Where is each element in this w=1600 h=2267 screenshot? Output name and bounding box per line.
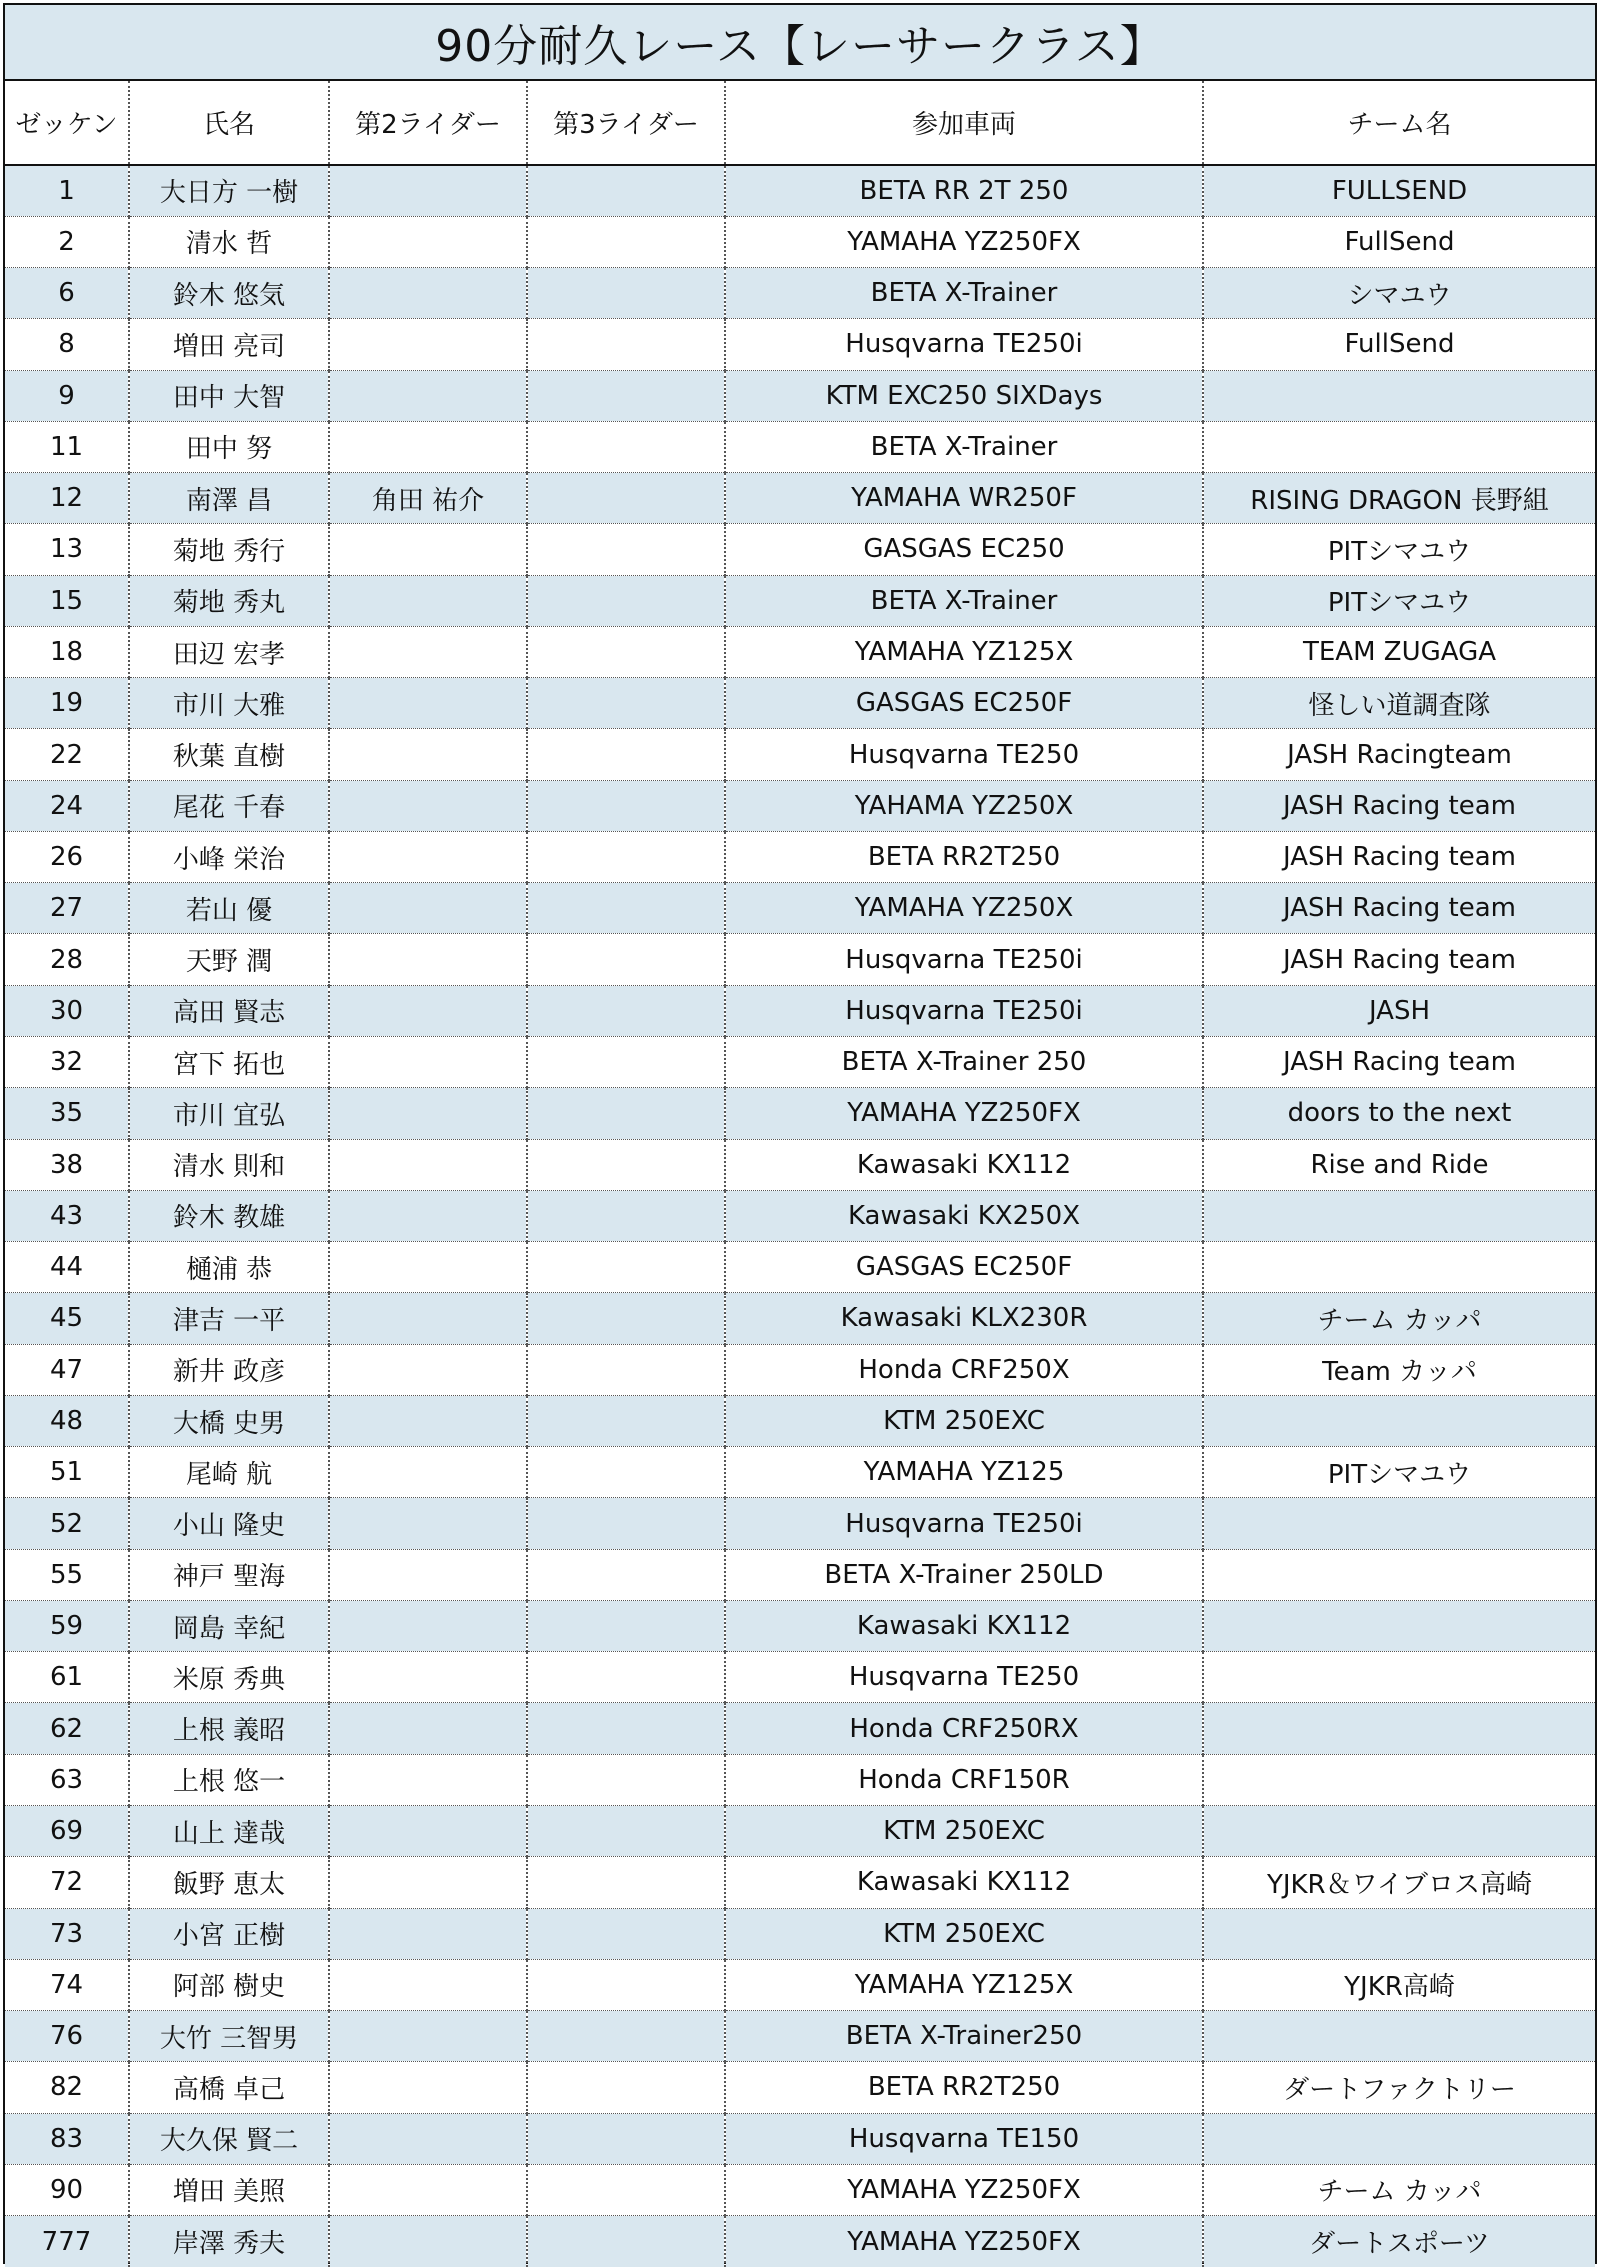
cell-name: 市川 大雅 [129,678,329,729]
cell-rider2 [329,216,527,267]
cell-vehicle: YAMAHA YZ250FX [725,2216,1203,2267]
cell-rider3 [527,421,725,472]
cell-vehicle: YAMAHA YZ125X [725,626,1203,677]
cell-rider2 [329,1139,527,1190]
cell-number: 62 [5,1703,129,1754]
cell-number: 82 [5,2062,129,2113]
cell-name: 宮下 拓也 [129,1037,329,1088]
cell-team: JASH Racing team [1203,934,1595,985]
cell-rider2 [329,370,527,421]
cell-rider2 [329,1549,527,1600]
cell-name: 樋浦 恭 [129,1242,329,1293]
cell-team: ダートスポーツ [1203,2216,1595,2267]
cell-rider3 [527,370,725,421]
cell-rider3 [527,1139,725,1190]
cell-number: 15 [5,575,129,626]
cell-rider3 [527,1242,725,1293]
cell-name: 尾崎 航 [129,1447,329,1498]
cell-rider3 [527,165,725,216]
cell-rider3 [527,1806,725,1857]
cell-rider3 [527,1344,725,1395]
cell-vehicle: Husqvarna TE250 [725,1652,1203,1703]
cell-team: ダートファクトリー [1203,2062,1595,2113]
table-row [5,2011,1595,2062]
header-vehicle: 参加車両 [725,81,1203,165]
cell-team: Rise and Ride [1203,1139,1595,1190]
header-team: チーム名 [1203,81,1595,165]
cell-name: 田中 努 [129,421,329,472]
table-row [5,370,1595,421]
cell-number: 6 [5,268,129,319]
cell-rider3 [527,1293,725,1344]
cell-name: 山上 達哉 [129,1806,329,1857]
cell-rider2 [329,268,527,319]
cell-name: 清水 哲 [129,216,329,267]
cell-rider2 [329,1652,527,1703]
cell-rider3 [527,985,725,1036]
cell-rider2 [329,1754,527,1805]
cell-name: 小宮 正樹 [129,1908,329,1959]
cell-number: 11 [5,421,129,472]
cell-name: 阿部 樹史 [129,1959,329,2010]
table-row [5,2164,1595,2215]
table-row [5,1652,1595,1703]
cell-number: 1 [5,165,129,216]
cell-vehicle: BETA RR 2T 250 [725,165,1203,216]
table-row [5,780,1595,831]
cell-rider2 [329,780,527,831]
cell-vehicle: YAMAHA YZ125X [725,1959,1203,2010]
cell-name: 菊地 秀丸 [129,575,329,626]
cell-rider2 [329,678,527,729]
cell-vehicle: Husqvarna TE250i [725,985,1203,1036]
cell-vehicle: YAMAHA WR250F [725,473,1203,524]
cell-rider3 [527,2216,725,2267]
cell-number: 45 [5,1293,129,1344]
cell-vehicle: GASGAS EC250F [725,1242,1203,1293]
cell-number: 43 [5,1190,129,1241]
cell-rider3 [527,1037,725,1088]
cell-rider2 [329,934,527,985]
cell-vehicle: BETA X-Trainer250 [725,2011,1203,2062]
cell-team: JASH Racing team [1203,780,1595,831]
cell-number: 26 [5,831,129,882]
table-row [5,473,1595,524]
cell-vehicle: YAHAMA YZ250X [725,780,1203,831]
header-row [5,81,1595,165]
cell-rider3 [527,1754,725,1805]
cell-rider3 [527,268,725,319]
cell-rider2 [329,1088,527,1139]
cell-team: チーム カッパ [1203,2164,1595,2215]
cell-vehicle: Kawasaki KX250X [725,1190,1203,1241]
table-row [5,831,1595,882]
cell-vehicle: BETA RR2T250 [725,2062,1203,2113]
cell-rider2 [329,1037,527,1088]
cell-vehicle: Husqvarna TE250 [725,729,1203,780]
table-row [5,678,1595,729]
cell-rider2 [329,1959,527,2010]
table-row [5,1395,1595,1446]
cell-team [1203,370,1595,421]
cell-number: 19 [5,678,129,729]
cell-vehicle: Husqvarna TE250i [725,934,1203,985]
cell-team: Team カッパ [1203,1344,1595,1395]
cell-name: 田辺 宏孝 [129,626,329,677]
cell-rider3 [527,883,725,934]
cell-name: 大久保 賢二 [129,2113,329,2164]
cell-team [1203,2113,1595,2164]
cell-rider3 [527,1190,725,1241]
cell-number: 18 [5,626,129,677]
cell-number: 83 [5,2113,129,2164]
table-row [5,1498,1595,1549]
table-row [5,268,1595,319]
cell-number: 32 [5,1037,129,1088]
cell-rider3 [527,1549,725,1600]
cell-vehicle: Kawasaki KLX230R [725,1293,1203,1344]
cell-team: PITシマユウ [1203,575,1595,626]
cell-name: 若山 優 [129,883,329,934]
cell-team [1203,1703,1595,1754]
cell-rider2 [329,1908,527,1959]
cell-name: 上根 悠一 [129,1754,329,1805]
cell-number: 8 [5,319,129,370]
cell-vehicle: Honda CRF250X [725,1344,1203,1395]
cell-rider2 [329,1447,527,1498]
table-row [5,626,1595,677]
cell-rider2 [329,1242,527,1293]
table-row [5,1293,1595,1344]
cell-name: 上根 義昭 [129,1703,329,1754]
cell-name: 大竹 三智男 [129,2011,329,2062]
cell-number: 51 [5,1447,129,1498]
cell-number: 38 [5,1139,129,1190]
cell-rider3 [527,2011,725,2062]
cell-number: 74 [5,1959,129,2010]
cell-team [1203,1806,1595,1857]
cell-vehicle: Kawasaki KX112 [725,1139,1203,1190]
cell-rider2 [329,1344,527,1395]
cell-name: 米原 秀典 [129,1652,329,1703]
cell-team: TEAM ZUGAGA [1203,626,1595,677]
cell-team: JASH Racing team [1203,883,1595,934]
cell-team: FullSend [1203,319,1595,370]
table-row [5,2216,1595,2267]
cell-rider2: 角田 祐介 [329,473,527,524]
cell-rider3 [527,1088,725,1139]
cell-name: 岡島 幸紀 [129,1600,329,1651]
cell-vehicle: Honda CRF150R [725,1754,1203,1805]
cell-rider3 [527,1652,725,1703]
cell-team: JASH Racing team [1203,831,1595,882]
cell-number: 35 [5,1088,129,1139]
cell-rider3 [527,524,725,575]
cell-team [1203,1395,1595,1446]
cell-rider3 [527,1703,725,1754]
cell-name: 秋葉 直樹 [129,729,329,780]
table-row [5,883,1595,934]
cell-number: 9 [5,370,129,421]
cell-name: 大橋 史男 [129,1395,329,1446]
cell-number: 13 [5,524,129,575]
cell-number: 12 [5,473,129,524]
cell-name: 天野 潤 [129,934,329,985]
cell-number: 28 [5,934,129,985]
cell-vehicle: YAMAHA YZ250FX [725,2164,1203,2215]
table-row [5,1037,1595,1088]
cell-rider3 [527,2164,725,2215]
cell-rider3 [527,216,725,267]
table-row [5,165,1595,216]
table-row [5,1600,1595,1651]
cell-rider2 [329,1395,527,1446]
cell-number: 55 [5,1549,129,1600]
cell-rider3 [527,729,725,780]
cell-name: 菊地 秀行 [129,524,329,575]
cell-team: YJKR高崎 [1203,1959,1595,2010]
table-row [5,1959,1595,2010]
cell-number: 90 [5,2164,129,2215]
cell-team [1203,1652,1595,1703]
cell-rider2 [329,2164,527,2215]
cell-rider2 [329,524,527,575]
cell-rider3 [527,1959,725,2010]
cell-number: 61 [5,1652,129,1703]
cell-rider2 [329,1600,527,1651]
cell-number: 22 [5,729,129,780]
header-name: 氏名 [129,81,329,165]
cell-vehicle: GASGAS EC250 [725,524,1203,575]
cell-number: 63 [5,1754,129,1805]
cell-vehicle: BETA RR2T250 [725,831,1203,882]
cell-team: JASH Racing team [1203,1037,1595,1088]
cell-rider3 [527,934,725,985]
cell-rider3 [527,473,725,524]
cell-number: 44 [5,1242,129,1293]
table-row [5,729,1595,780]
table-body [5,165,1595,2267]
page-title: 90分耐久レース【レーサークラス】 [5,5,1595,81]
header-number: ゼッケン [5,81,129,165]
cell-rider2 [329,575,527,626]
cell-vehicle: BETA X-Trainer [725,421,1203,472]
cell-rider3 [527,1908,725,1959]
cell-vehicle: KTM EXC250 SIXDays [725,370,1203,421]
header-rider2: 第2ライダー [329,81,527,165]
cell-vehicle: Honda CRF250RX [725,1703,1203,1754]
cell-name: 尾花 千春 [129,780,329,831]
cell-rider2 [329,165,527,216]
cell-name: 増田 美照 [129,2164,329,2215]
cell-name: 鈴木 悠気 [129,268,329,319]
cell-rider3 [527,831,725,882]
cell-name: 鈴木 教雄 [129,1190,329,1241]
cell-team: PITシマユウ [1203,1447,1595,1498]
cell-rider3 [527,678,725,729]
cell-number: 30 [5,985,129,1036]
cell-rider3 [527,2113,725,2164]
table-row [5,1806,1595,1857]
cell-name: 岸澤 秀夫 [129,2216,329,2267]
cell-team [1203,1549,1595,1600]
cell-name: 高田 賢志 [129,985,329,1036]
cell-vehicle: KTM 250EXC [725,1395,1203,1446]
cell-name: 増田 亮司 [129,319,329,370]
cell-number: 2 [5,216,129,267]
cell-rider2 [329,2113,527,2164]
cell-rider2 [329,2216,527,2267]
cell-vehicle: BETA X-Trainer 250 [725,1037,1203,1088]
cell-team [1203,1600,1595,1651]
cell-rider2 [329,729,527,780]
cell-rider3 [527,2062,725,2113]
cell-name: 市川 宜弘 [129,1088,329,1139]
cell-number: 76 [5,2011,129,2062]
cell-team: RISING DRAGON 長野組 [1203,473,1595,524]
cell-name: 南澤 昌 [129,473,329,524]
cell-vehicle: Kawasaki KX112 [725,1600,1203,1651]
cell-rider2 [329,1703,527,1754]
cell-name: 神戸 聖海 [129,1549,329,1600]
cell-name: 小山 隆史 [129,1498,329,1549]
cell-rider2 [329,1498,527,1549]
cell-rider3 [527,1395,725,1446]
cell-rider2 [329,985,527,1036]
cell-vehicle: KTM 250EXC [725,1908,1203,1959]
cell-vehicle: BETA X-Trainer [725,268,1203,319]
cell-team: JASH Racingteam [1203,729,1595,780]
table-row [5,1447,1595,1498]
cell-team: チーム カッパ [1203,1293,1595,1344]
cell-team: doors to the next [1203,1088,1595,1139]
cell-team: PITシマユウ [1203,524,1595,575]
cell-vehicle: YAMAHA YZ125 [725,1447,1203,1498]
cell-name: 小峰 栄治 [129,831,329,882]
cell-name: 大日方 一樹 [129,165,329,216]
cell-name: 飯野 恵太 [129,1857,329,1908]
table-row [5,1344,1595,1395]
entry-list-sheet [3,3,1597,2264]
cell-name: 高橋 卓己 [129,2062,329,2113]
cell-rider2 [329,2062,527,2113]
cell-team [1203,1190,1595,1241]
cell-vehicle: BETA X-Trainer [725,575,1203,626]
table-row [5,524,1595,575]
cell-number: 73 [5,1908,129,1959]
table-row [5,1908,1595,1959]
table-row [5,2062,1595,2113]
cell-name: 新井 政彦 [129,1344,329,1395]
cell-rider3 [527,1447,725,1498]
cell-rider2 [329,883,527,934]
cell-number: 47 [5,1344,129,1395]
cell-number: 27 [5,883,129,934]
table-row [5,421,1595,472]
cell-vehicle: BETA X-Trainer 250LD [725,1549,1203,1600]
table-row [5,1857,1595,1908]
table-row [5,2113,1595,2164]
table-row [5,1549,1595,1600]
cell-number: 69 [5,1806,129,1857]
cell-team [1203,1908,1595,1959]
cell-rider3 [527,319,725,370]
table-row [5,985,1595,1036]
cell-team [1203,1242,1595,1293]
table-row [5,319,1595,370]
cell-team [1203,1498,1595,1549]
cell-rider2 [329,1806,527,1857]
cell-rider2 [329,831,527,882]
cell-rider3 [527,1600,725,1651]
cell-vehicle: Husqvarna TE250i [725,319,1203,370]
cell-team [1203,1754,1595,1805]
cell-vehicle: GASGAS EC250F [725,678,1203,729]
header-rider3: 第3ライダー [527,81,725,165]
cell-number: 59 [5,1600,129,1651]
table-row [5,216,1595,267]
cell-name: 津吉 一平 [129,1293,329,1344]
cell-vehicle: KTM 250EXC [725,1806,1203,1857]
cell-rider2 [329,1857,527,1908]
table-row [5,1242,1595,1293]
cell-team: シマユウ [1203,268,1595,319]
table-row [5,1139,1595,1190]
cell-team: 怪しい道調査隊 [1203,678,1595,729]
table-row [5,575,1595,626]
cell-rider3 [527,1498,725,1549]
cell-team: JASH [1203,985,1595,1036]
cell-rider3 [527,626,725,677]
cell-vehicle: Husqvarna TE250i [725,1498,1203,1549]
cell-rider3 [527,575,725,626]
cell-vehicle: YAMAHA YZ250FX [725,1088,1203,1139]
cell-number: 24 [5,780,129,831]
entry-table [5,81,1595,2267]
cell-vehicle: YAMAHA YZ250X [725,883,1203,934]
cell-vehicle: YAMAHA YZ250FX [725,216,1203,267]
cell-number: 48 [5,1395,129,1446]
cell-team: YJKR＆ワイブロス高崎 [1203,1857,1595,1908]
cell-rider3 [527,1857,725,1908]
cell-name: 清水 則和 [129,1139,329,1190]
cell-number: 72 [5,1857,129,1908]
cell-rider2 [329,1293,527,1344]
cell-team: FULLSEND [1203,165,1595,216]
table-row [5,1754,1595,1805]
cell-vehicle: Kawasaki KX112 [725,1857,1203,1908]
table-row [5,1190,1595,1241]
cell-number: 52 [5,1498,129,1549]
cell-rider2 [329,421,527,472]
table-row [5,934,1595,985]
cell-team [1203,2011,1595,2062]
cell-rider3 [527,780,725,831]
cell-rider2 [329,626,527,677]
cell-number: 777 [5,2216,129,2267]
cell-rider2 [329,319,527,370]
table-row [5,1703,1595,1754]
cell-vehicle: Husqvarna TE150 [725,2113,1203,2164]
cell-rider2 [329,1190,527,1241]
cell-team: FullSend [1203,216,1595,267]
cell-team [1203,421,1595,472]
cell-rider2 [329,2011,527,2062]
cell-name: 田中 大智 [129,370,329,421]
table-row [5,1088,1595,1139]
